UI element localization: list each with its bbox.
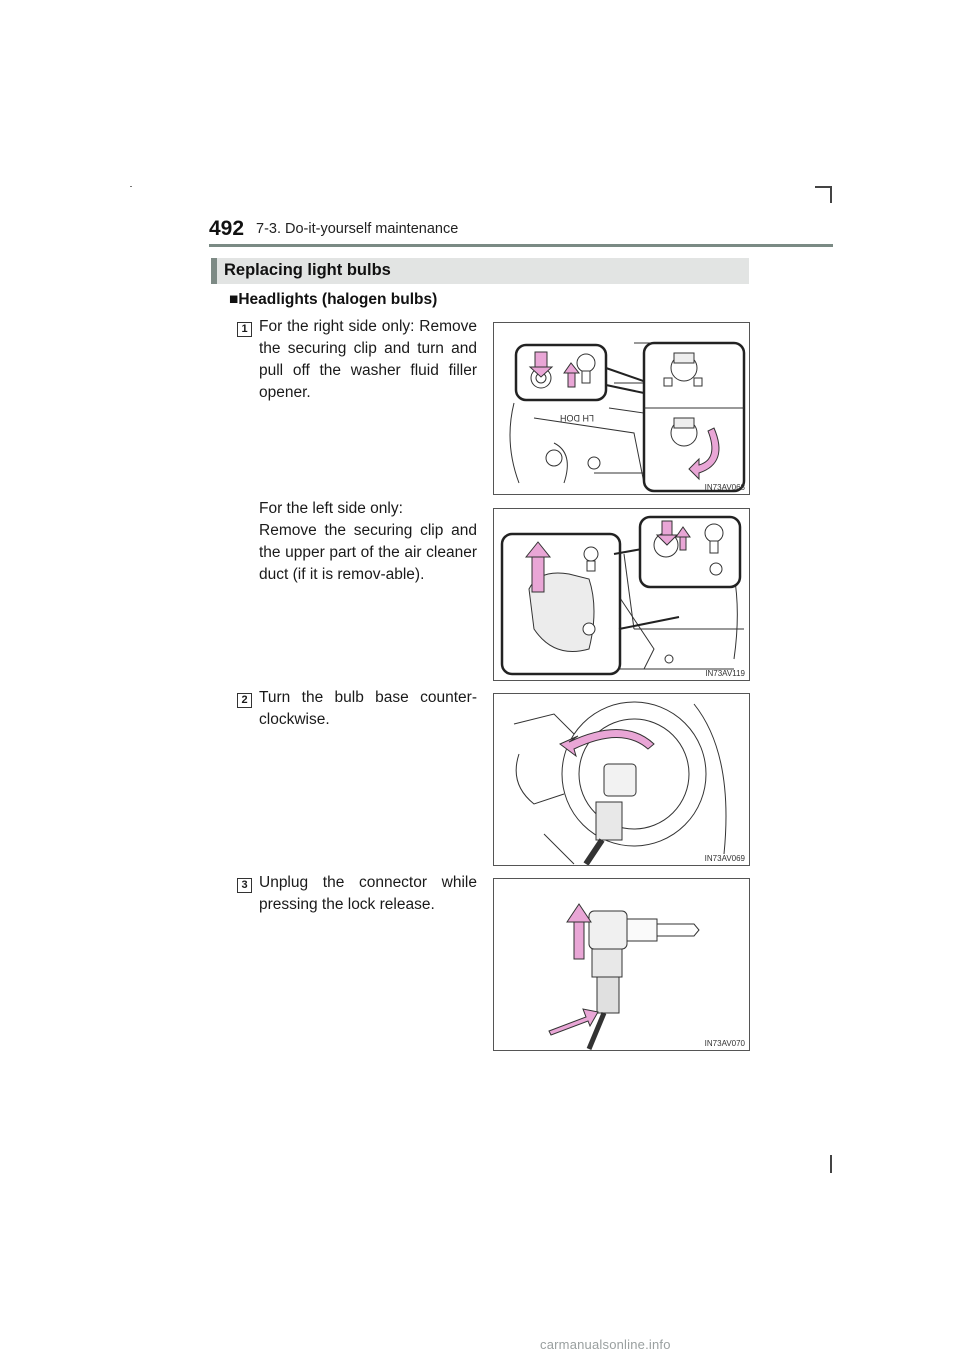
step-number-3: 3: [237, 878, 252, 893]
page-number: 492: [209, 217, 245, 240]
figure-air-cleaner-duct: [493, 508, 750, 681]
header-rule: [209, 244, 833, 247]
step-number-2: 2: [237, 693, 252, 708]
lh-door-label: LH DOH: [559, 413, 594, 423]
step-1-text-right-side: For the right side only: Remove the securing clip and turn and pull off the washer fluid filler opener.: [259, 318, 477, 401]
section-title: Replacing light bulbs: [224, 261, 391, 279]
connector-illustration: [494, 879, 750, 1051]
figure-washer-filler-clip: [493, 322, 750, 495]
figure-code: IN73AV068: [704, 483, 745, 492]
step-number-1: 1: [237, 322, 252, 337]
crop-mark-top-right-vertical: [830, 186, 832, 203]
figure-unplug-connector: [493, 878, 750, 1051]
figure-code: IN73AV119: [705, 669, 745, 678]
section-reference: 7-3. Do-it-yourself maintenance: [256, 221, 459, 237]
engine-bay-right-illustration: [494, 323, 750, 495]
engine-bay-left-illustration: [494, 509, 750, 681]
bulb-base-illustration: [494, 694, 750, 866]
subheading: ■Headlights (halogen bulbs): [229, 291, 438, 308]
step-1-text-left-side-heading: For the left side only:: [259, 500, 403, 517]
crop-mark-top-left: [130, 186, 132, 187]
step-2-text: Turn the bulb base counter-clockwise.: [259, 689, 477, 728]
step-1-text-left-side: Remove the securing clip and the upper part of the air cleaner duct (if it is remov-able).: [259, 522, 477, 583]
step-3-text: Unplug the connector while pressing the lock release.: [259, 874, 477, 913]
figure-turn-bulb-base: [493, 693, 750, 866]
figure-code: IN73AV070: [704, 1039, 745, 1048]
crop-mark-bottom-right: [830, 1155, 832, 1173]
figure-code: IN73AV069: [704, 854, 745, 863]
watermark: carmanualsonline.info: [540, 1337, 671, 1352]
